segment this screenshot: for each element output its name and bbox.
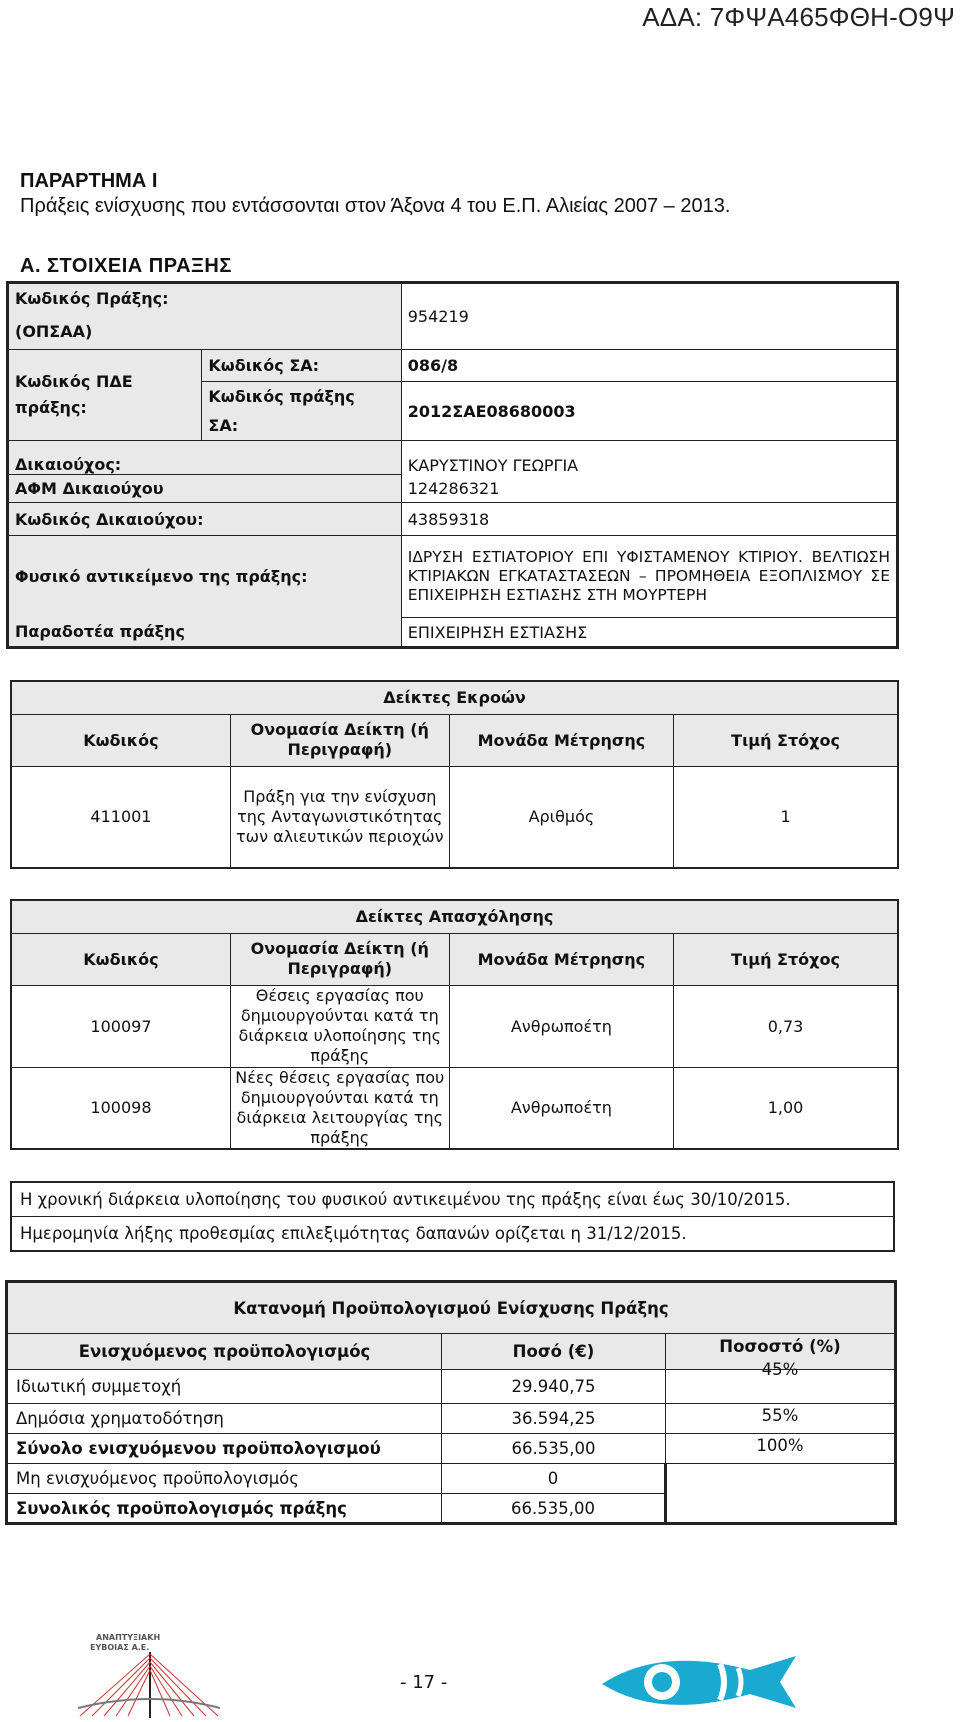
- budget-row-amount: 29.940,75: [442, 1370, 666, 1404]
- table-row: [7, 1404, 896, 1434]
- indicator-name: Πράξη για την ενίσχυση της Ανταγωνιστικότητας των αλιευτικών περιοχών: [230, 766, 449, 868]
- deliverables-value: ΕΠΙΧΕΙΡΗΣΗ ΕΣΤΙΑΣΗΣ: [401, 618, 897, 648]
- table-row: [11, 1067, 898, 1149]
- budget-table: [5, 1280, 897, 1525]
- budget-row-percent: 55%: [666, 1404, 896, 1434]
- page-number: - 17 -: [400, 1672, 448, 1693]
- col-amount: Ποσό (€): [442, 1334, 666, 1370]
- opsaa-label-1: Κωδικός Πράξης:: [8, 283, 402, 314]
- indicator-target: 0,73: [674, 985, 898, 1067]
- budget-row-label: Συνολικός προϋπολογισμός πράξης: [7, 1494, 442, 1524]
- output-indicators-table: [10, 680, 899, 869]
- dates-box: [10, 1181, 895, 1252]
- col-budget: Ενισχυόμενος προϋπολογισμός: [7, 1334, 442, 1370]
- budget-row-amount: 66.535,00: [442, 1434, 666, 1464]
- employment-indicators-title: Δείκτες Απασχόλησης: [11, 900, 898, 933]
- afm-label: ΑΦΜ Δικαιούχου: [8, 475, 402, 503]
- col-name: Ονομασία Δείκτη (ή Περιγραφή): [230, 933, 449, 985]
- ada-code: ΑΔΑ: 7ΦΨΑ465ΦΘΗ-Ο9Ψ: [642, 2, 955, 32]
- col-target: Τιμή Στόχος: [674, 714, 898, 766]
- indicator-code: 100097: [11, 985, 230, 1067]
- fish-logo: [600, 1650, 800, 1712]
- sa-code-value: 086/8: [401, 350, 897, 382]
- col-target: Τιμή Στόχος: [674, 933, 898, 985]
- table-row: [7, 1370, 896, 1404]
- indicator-unit: Ανθρωποέτη: [449, 1067, 674, 1149]
- annex-subtitle: Πράξεις ενίσχυσης που εντάσσονται στον Άξονα 4 του Ε.Π. Αλιείας 2007 – 2013.: [20, 195, 731, 217]
- physical-object-label: Φυσικό αντικείμενο της πράξης:: [8, 536, 402, 618]
- budget-row-percent: 45%: [666, 1360, 896, 1394]
- sa-action-code-label: Κωδικός πράξης ΣΑ:: [202, 382, 401, 441]
- afm-value: 124286321: [401, 475, 897, 503]
- implementation-duration: Η χρονική διάρκεια υλοποίησης του φυσικού αντικειμένου της πράξης είναι έως 30/10/2015.: [11, 1182, 894, 1217]
- svg-text:ΑΝΑΠΤΥΞΙΑΚΗ: ΑΝΑΠΤΥΞΙΑΚΗ: [96, 1633, 161, 1642]
- indicator-target: 1,00: [674, 1067, 898, 1149]
- budget-row-amount: 66.535,00: [442, 1494, 666, 1524]
- col-code: Κωδικός: [11, 714, 230, 766]
- indicator-target: 1: [674, 766, 898, 868]
- col-code: Κωδικός: [11, 933, 230, 985]
- deliverables-label: Παραδοτέα πράξης: [8, 618, 402, 648]
- beneficiary-value: ΚΑΡΥΣΤΙΝΟΥ ΓΕΩΡΓΙΑ: [401, 441, 897, 475]
- budget-row-label: Μη ενισχυόμενος προϋπολογισμός: [7, 1464, 442, 1494]
- eligibility-deadline: Ημερομηνία λήξης προθεσμίας επιλεξιμότητας δαπανών ορίζεται η 31/12/2015.: [11, 1217, 894, 1252]
- anaptyxiaki-evvoias-logo: [78, 1630, 220, 1718]
- employment-indicators-table: [10, 899, 899, 1150]
- table-row: [7, 1494, 896, 1524]
- indicator-unit: Ανθρωποέτη: [449, 985, 674, 1067]
- indicator-name: Νέες θέσεις εργασίας που δημιουργούνται κατά τη διάρκεια λειτουργίας της πράξης: [230, 1067, 449, 1149]
- budget-row-percent: 100%: [666, 1434, 896, 1464]
- table-row: [11, 766, 898, 868]
- action-details-table: [6, 281, 899, 649]
- indicator-code: 100098: [11, 1067, 230, 1149]
- opsaa-label-2: (ΟΠΣΑΑ): [8, 314, 402, 350]
- section-a-title: Α. ΣΤΟΙΧΕΙΑ ΠΡΑΞΗΣ: [20, 255, 232, 277]
- opsaa-value: 954219: [401, 283, 897, 350]
- budget-row-label: Δημόσια χρηματοδότηση: [7, 1404, 442, 1434]
- table-row: [7, 1464, 896, 1494]
- pde-label: Κωδικός ΠΔΕ πράξης:: [8, 350, 202, 441]
- table-row: [11, 985, 898, 1067]
- beneficiary-label: Δικαιούχος:: [8, 441, 402, 475]
- indicator-unit: Αριθμός: [449, 766, 673, 868]
- col-percent: Ποσοστό (%): [666, 1334, 896, 1370]
- indicator-name: Θέσεις εργασίας που δημιουργούνται κατά τη διάρκεια υλοποίησης της πράξης: [230, 985, 449, 1067]
- output-indicators-title: Δείκτες Εκροών: [11, 681, 898, 714]
- sa-action-code-value: 2012ΣΑΕ08680003: [401, 382, 897, 441]
- budget-row-amount: 0: [442, 1464, 666, 1494]
- col-unit: Μονάδα Μέτρησης: [449, 714, 673, 766]
- sa-code-label: Κωδικός ΣΑ:: [202, 350, 401, 382]
- svg-text:ΕΥΒΟΙΑΣ Α.Ε.: ΕΥΒΟΙΑΣ Α.Ε.: [90, 1643, 150, 1652]
- beneficiary-code-label: Κωδικός Δικαιούχου:: [8, 503, 402, 536]
- budget-row-label: Σύνολο ενισχυόμενου προϋπολογισμού: [7, 1434, 442, 1464]
- physical-object-value: ΙΔΡΥΣΗ ΕΣΤΙΑΤΟΡΙΟΥ ΕΠΙ ΥΦΙΣΤΑΜΕΝΟΥ ΚΤΙΡΙΟΥ. ΒΕΛΤΙΩΣΗ ΚΤΙΡΙΑΚΩΝ ΕΓΚΑΤΑΣΤΑΣΕΩΝ – ΠΡΟΜΗΘΕΙΑ ΕΞΟΠΛΙΣΜΟΥ ΣΕ ΕΠΙΧΕΙΡΗΣΗ ΕΣΤΙΑΣΗΣ ΣΤΗ ΜΟΥΡΤΕΡΗ: [401, 536, 897, 618]
- col-unit: Μονάδα Μέτρησης: [449, 933, 674, 985]
- table-row: [7, 1434, 896, 1464]
- beneficiary-code-value: 43859318: [401, 503, 897, 536]
- budget-row-amount: 36.594,25: [442, 1404, 666, 1434]
- indicator-code: 411001: [11, 766, 230, 868]
- budget-row-label: Ιδιωτική συμμετοχή: [7, 1370, 442, 1404]
- budget-title: Κατανομή Προϋπολογισμού Ενίσχυσης Πράξης: [7, 1282, 896, 1334]
- annex-title: ΠΑΡΑΡΤΗΜΑ Ι: [20, 170, 158, 192]
- col-name: Ονομασία Δείκτη (ή Περιγραφή): [230, 714, 449, 766]
